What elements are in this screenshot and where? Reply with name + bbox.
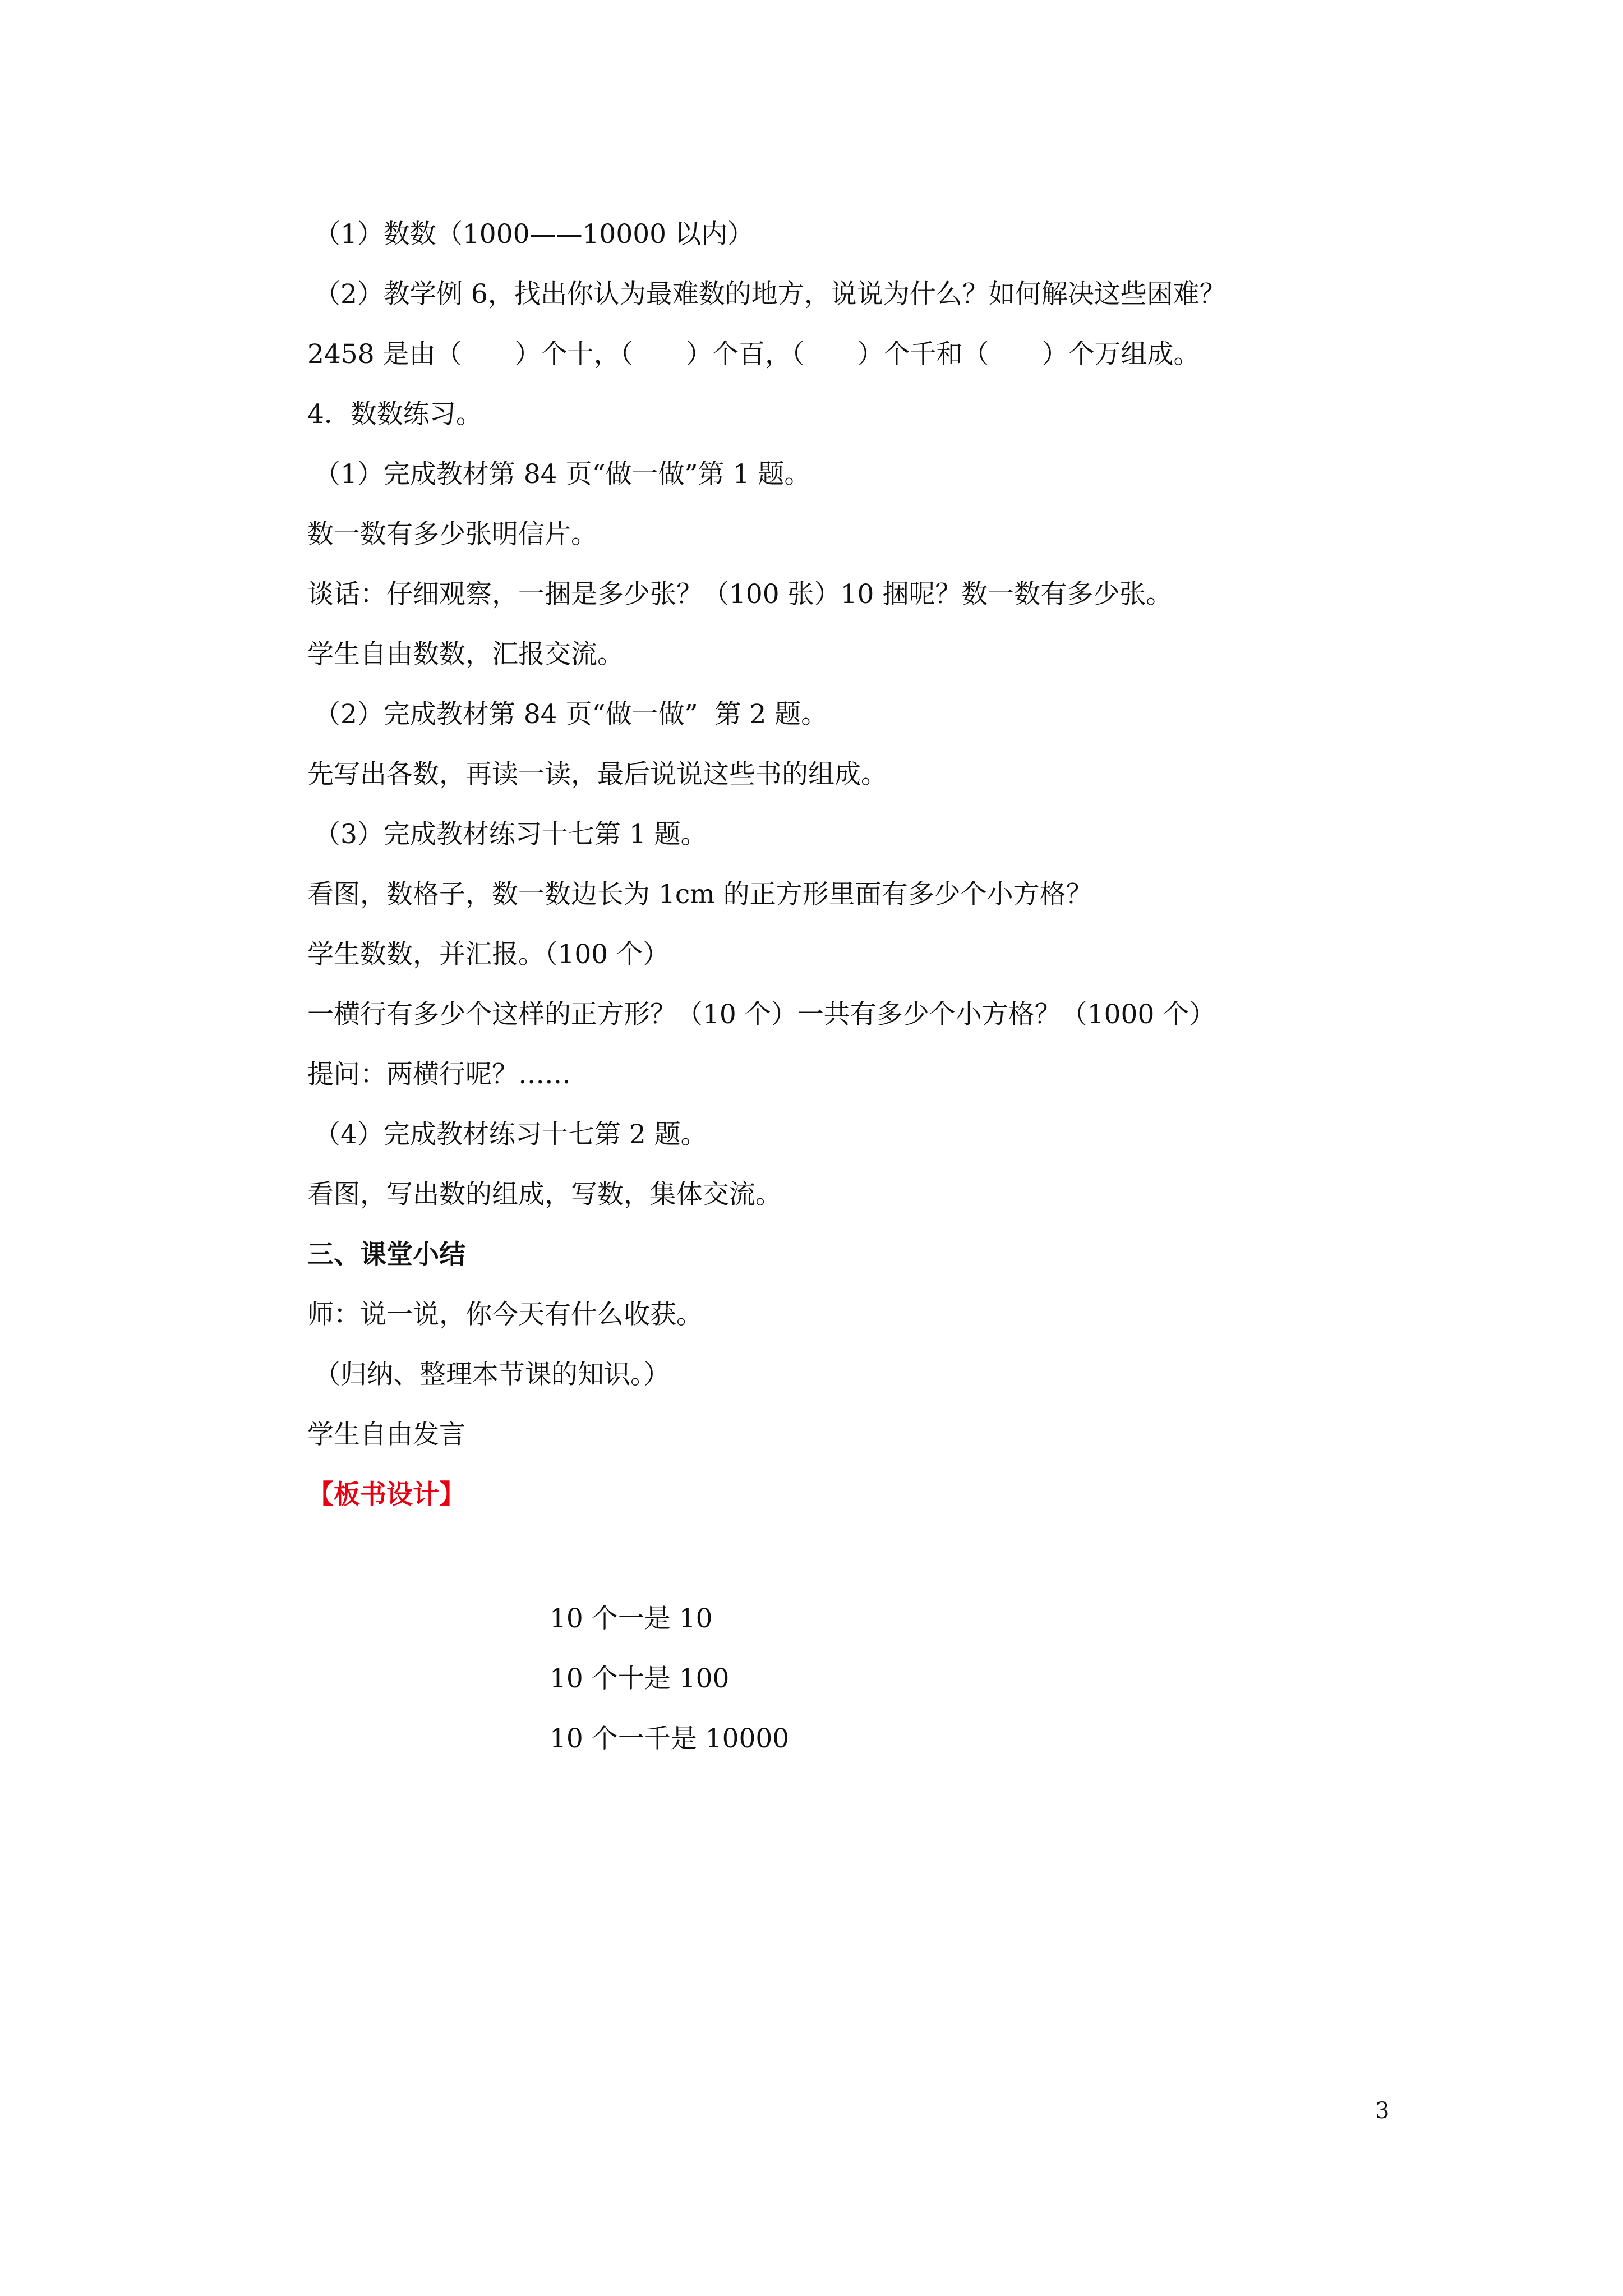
text-line-7: 谈话：仔细观察，一捆是多少张？（100 张）10 捆呢？数一数有多少张。 (307, 579, 1173, 610)
text-line-6: 数一数有多少张明信片。 (307, 519, 597, 550)
text-line-11: （3）完成教材练习十七第 1 题。 (314, 819, 707, 850)
board-line-3: 10 个一千是 10000 (550, 1723, 790, 1754)
text-line-9: （2）完成教材第 84 页“做一做” 第 2 题。 (314, 699, 828, 730)
page-number: 3 (1375, 2098, 1390, 2124)
text-line-1: （1）数数（1000——10000 以内） (314, 219, 754, 250)
board-line-2: 10 个十是 100 (550, 1663, 730, 1694)
text-line-13: 学生数数，并汇报。（100 个） (307, 939, 670, 970)
summary-heading: 三、课堂小结 (307, 1239, 465, 1270)
board-heading: 【板书设计】 (307, 1479, 465, 1510)
summary-line-2: （归纳、整理本节课的知识。） (314, 1359, 670, 1390)
text-line-16: （4）完成教材练习十七第 2 题。 (314, 1119, 707, 1150)
text-line-4: 4．数数练习。 (307, 399, 482, 430)
text-line-15: 提问：两横行呢？…… (307, 1059, 571, 1090)
text-line-10: 先写出各数，再读一读，最后说说这些书的组成。 (307, 759, 887, 790)
text-line-3: 2458 是由（ ）个十，（ ）个百，（ ）个千和（ ）个万组成。 (307, 339, 1200, 370)
text-line-14: 一横行有多少个这样的正方形？（10 个）一共有多少个小方格？（1000 个） (307, 999, 1216, 1030)
text-line-17: 看图，写出数的组成，写数，集体交流。 (307, 1179, 782, 1210)
text-line-2: （2）教学例 6，找出你认为最难数的地方，说说为什么？如何解决这些困难？ (314, 279, 1226, 310)
board-line-1: 10 个一是 10 (550, 1603, 713, 1634)
summary-line-1: 师：说一说，你今天有什么收获。 (307, 1299, 703, 1330)
text-line-8: 学生自由数数，汇报交流。 (307, 639, 624, 670)
text-line-5: （1）完成教材第 84 页“做一做”第 1 题。 (314, 459, 811, 490)
summary-line-3: 学生自由发言 (307, 1419, 465, 1450)
text-line-12: 看图，数格子，数一数边长为 1cm 的正方形里面有多少个小方格？ (307, 879, 1092, 910)
